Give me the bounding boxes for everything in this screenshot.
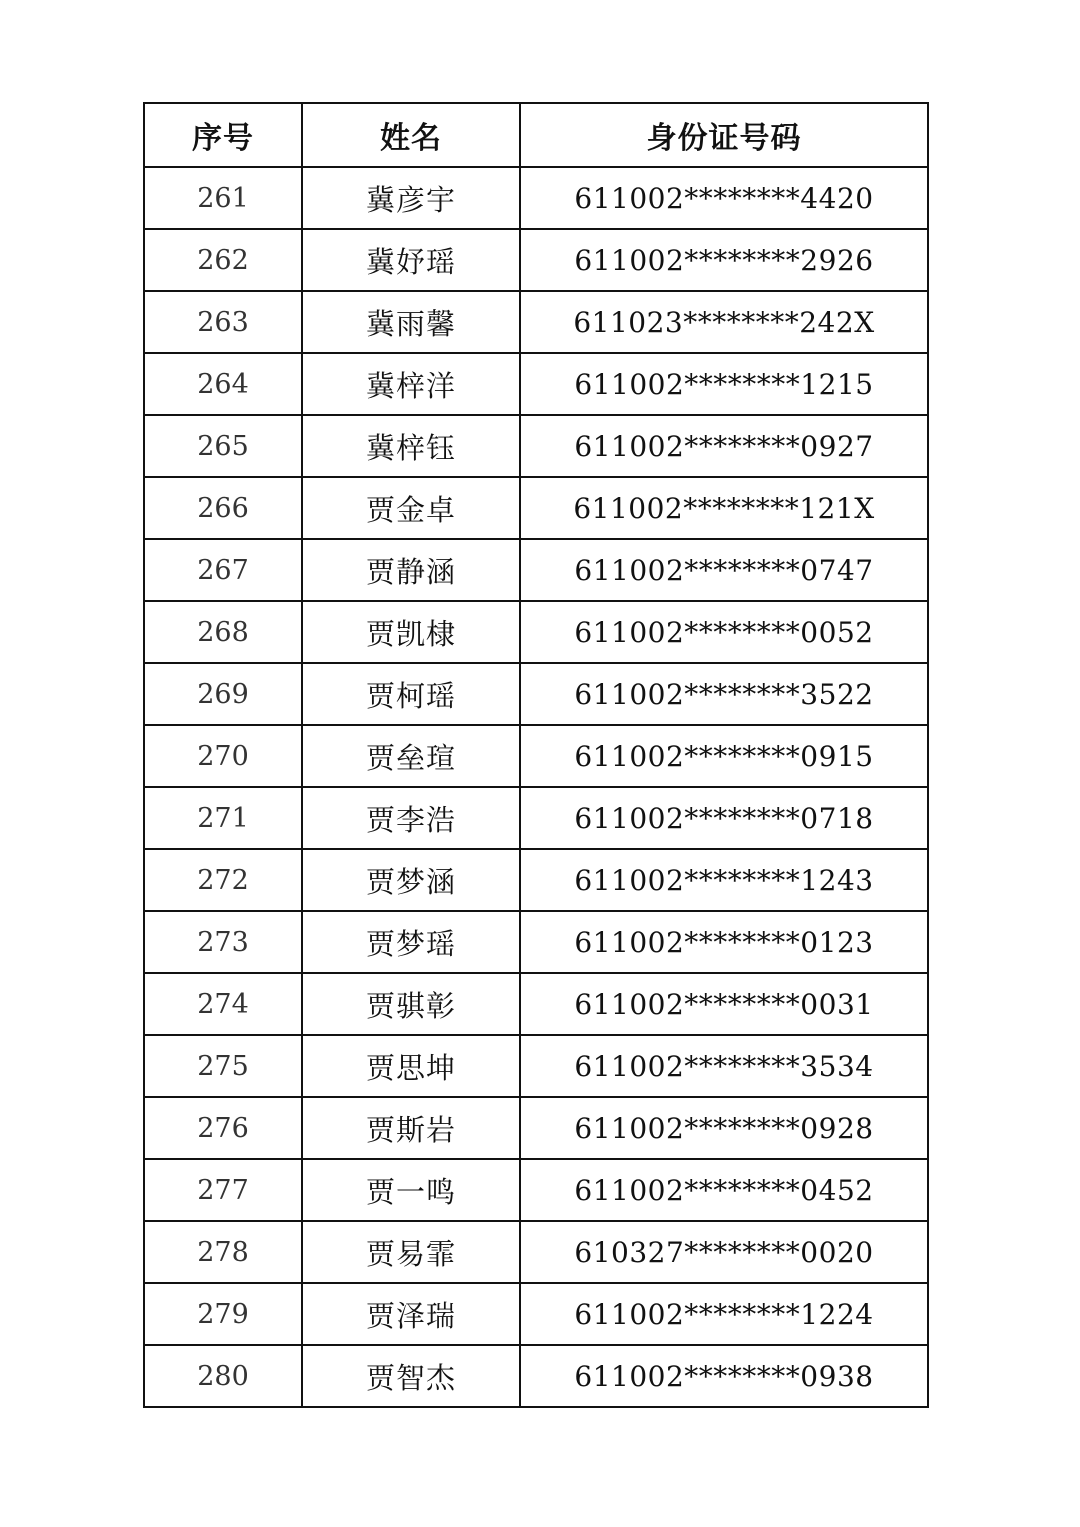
- name-cell: 冀梓洋: [302, 353, 520, 415]
- id-number-cell: 611002********0452: [520, 1159, 928, 1221]
- id-number-cell: 611002********3534: [520, 1035, 928, 1097]
- id-number-cell: 611002********0915: [520, 725, 928, 787]
- id-number-cell: 610327********0020: [520, 1221, 928, 1283]
- seq-cell: 280: [144, 1345, 302, 1407]
- id-number-cell: 611002********0123: [520, 911, 928, 973]
- table-row: [144, 1159, 928, 1221]
- table-row: [144, 1345, 928, 1407]
- seq-cell: 279: [144, 1283, 302, 1345]
- name-cell: 贾智杰: [302, 1345, 520, 1407]
- id-number-cell: 611002********2926: [520, 229, 928, 291]
- seq-cell: 274: [144, 973, 302, 1035]
- seq-cell: 273: [144, 911, 302, 973]
- header-seq: 序号: [144, 103, 302, 167]
- id-number-cell: 611002********1215: [520, 353, 928, 415]
- header-name: 姓名: [302, 103, 520, 167]
- seq-cell: 275: [144, 1035, 302, 1097]
- name-cell: 贾静涵: [302, 539, 520, 601]
- name-cell: 贾泽瑞: [302, 1283, 520, 1345]
- seq-cell: 277: [144, 1159, 302, 1221]
- name-cell: 贾骐彰: [302, 973, 520, 1035]
- seq-cell: 261: [144, 167, 302, 229]
- table-row: [144, 539, 928, 601]
- seq-cell: 272: [144, 849, 302, 911]
- id-number-cell: 611002********3522: [520, 663, 928, 725]
- table-row: [144, 911, 928, 973]
- id-number-cell: 611002********0031: [520, 973, 928, 1035]
- seq-cell: 263: [144, 291, 302, 353]
- id-number-cell: 611002********0052: [520, 601, 928, 663]
- table-row: [144, 973, 928, 1035]
- seq-cell: 264: [144, 353, 302, 415]
- table-row: [144, 1221, 928, 1283]
- seq-cell: 276: [144, 1097, 302, 1159]
- id-number-cell: 611002********0927: [520, 415, 928, 477]
- seq-cell: 265: [144, 415, 302, 477]
- seq-cell: 267: [144, 539, 302, 601]
- seq-cell: 266: [144, 477, 302, 539]
- name-cell: 贾凯棣: [302, 601, 520, 663]
- table-row: [144, 167, 928, 229]
- table-body: [144, 167, 928, 1407]
- seq-cell: 270: [144, 725, 302, 787]
- seq-cell: 269: [144, 663, 302, 725]
- name-cell: 冀彦宇: [302, 167, 520, 229]
- seq-cell: 278: [144, 1221, 302, 1283]
- seq-cell: 268: [144, 601, 302, 663]
- name-cell: 冀雨馨: [302, 291, 520, 353]
- table-row: [144, 353, 928, 415]
- name-cell: 冀妤瑶: [302, 229, 520, 291]
- name-cell: 贾一鸣: [302, 1159, 520, 1221]
- table-row: [144, 1097, 928, 1159]
- name-cell: 贾柯瑶: [302, 663, 520, 725]
- table-row: [144, 849, 928, 911]
- id-number-cell: 611002********4420: [520, 167, 928, 229]
- header-id-number: 身份证号码: [520, 103, 928, 167]
- name-cell: 贾李浩: [302, 787, 520, 849]
- id-number-cell: 611002********1243: [520, 849, 928, 911]
- table-header: [144, 103, 928, 167]
- table-row: [144, 477, 928, 539]
- header-row: [144, 103, 928, 167]
- id-number-cell: 611002********0938: [520, 1345, 928, 1407]
- table-row: [144, 601, 928, 663]
- id-number-cell: 611002********0928: [520, 1097, 928, 1159]
- table-row: [144, 787, 928, 849]
- document-page: [143, 102, 927, 1408]
- id-number-cell: 611002********121X: [520, 477, 928, 539]
- table-row: [144, 1035, 928, 1097]
- id-number-cell: 611002********0747: [520, 539, 928, 601]
- table-row: [144, 663, 928, 725]
- table-row: [144, 415, 928, 477]
- table-row: [144, 725, 928, 787]
- name-cell: 贾垒瑄: [302, 725, 520, 787]
- name-cell: 贾金卓: [302, 477, 520, 539]
- table-row: [144, 229, 928, 291]
- id-number-cell: 611002********0718: [520, 787, 928, 849]
- roster-table: [143, 102, 929, 1408]
- seq-cell: 271: [144, 787, 302, 849]
- name-cell: 冀梓钰: [302, 415, 520, 477]
- id-number-cell: 611002********1224: [520, 1283, 928, 1345]
- table-row: [144, 1283, 928, 1345]
- seq-cell: 262: [144, 229, 302, 291]
- name-cell: 贾梦瑶: [302, 911, 520, 973]
- table-row: [144, 291, 928, 353]
- name-cell: 贾思坤: [302, 1035, 520, 1097]
- name-cell: 贾梦涵: [302, 849, 520, 911]
- name-cell: 贾易霏: [302, 1221, 520, 1283]
- id-number-cell: 611023********242X: [520, 291, 928, 353]
- name-cell: 贾斯岩: [302, 1097, 520, 1159]
